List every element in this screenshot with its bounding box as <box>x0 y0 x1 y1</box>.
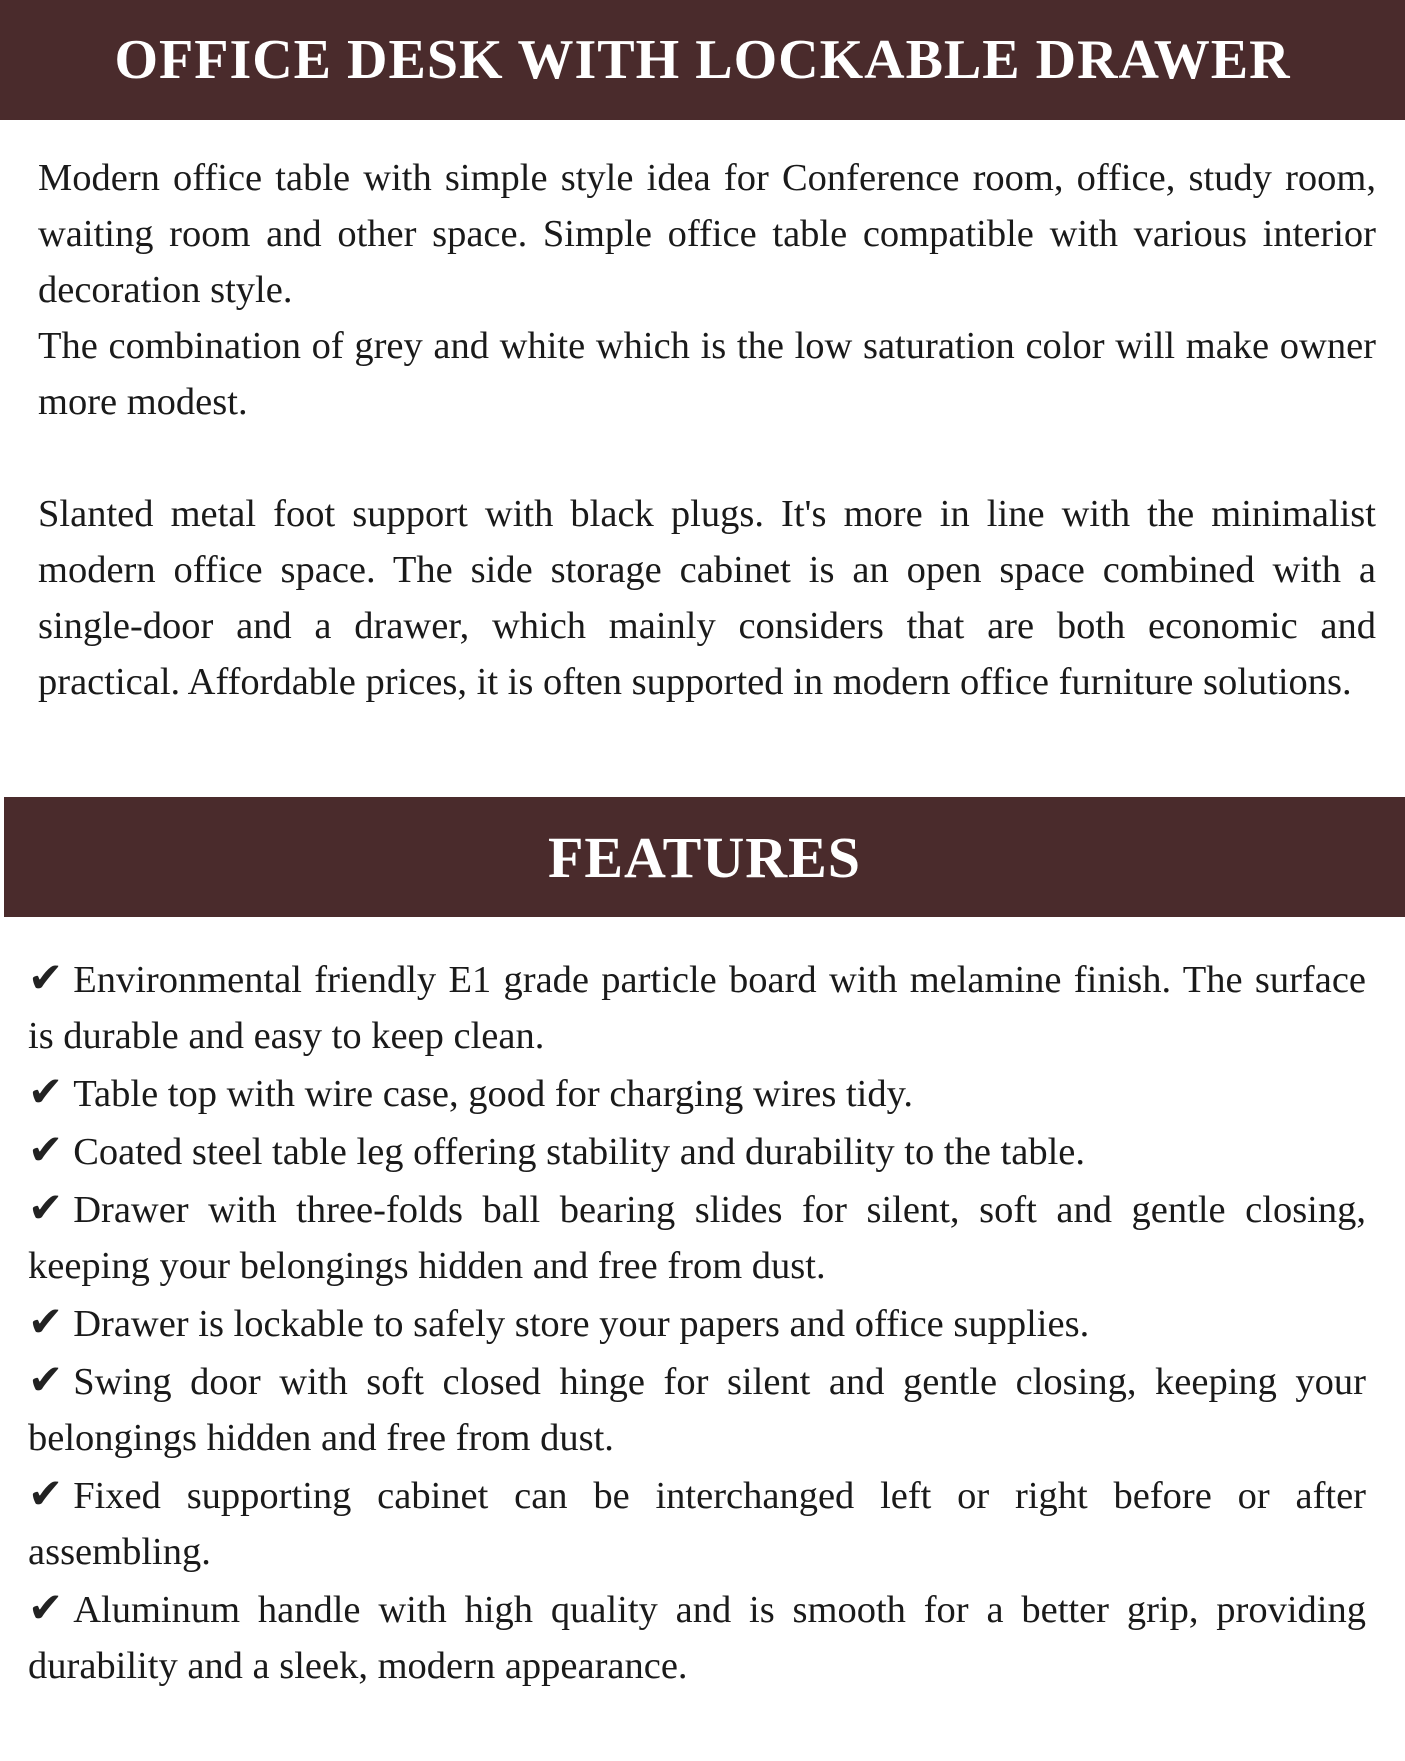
feature-item <box>28 1122 1366 1180</box>
feature-item <box>28 1580 1366 1694</box>
description-paragraph: Slanted metal foot support with black plugs. It's more in line with the minimalist modern office space. The side storage cabinet is an open space combined with a single-door and a drawer, which mainly considers that are both economic and practical. Affordable prices, it is often supported in modern office furniture solutions. <box>38 493 1376 703</box>
feature-text: Fixed supporting cabinet can be interchanged left or right before or after assembling. <box>28 1475 1366 1573</box>
check-icon: ✔ <box>28 1583 64 1632</box>
description-paragraph: Modern office table with simple style idea for Conference room, office, study room, waiting room and other space. Simple office table compatible with various interior decoration style. <box>38 157 1376 311</box>
feature-text: Drawer with three-folds ball bearing slides for silent, soft and gentle closing, keeping your belongings hidden and free from dust. <box>28 1189 1366 1287</box>
features-banner <box>4 797 1405 917</box>
page-title: OFFICE DESK WITH LOCKABLE DRAWER <box>114 29 1291 91</box>
product-description <box>38 150 1376 710</box>
check-icon: ✔ <box>28 1355 64 1404</box>
check-icon: ✔ <box>28 953 64 1002</box>
check-icon: ✔ <box>28 1125 64 1174</box>
check-icon: ✔ <box>28 1297 64 1346</box>
feature-text: Coated steel table leg offering stability and durability to the table. <box>73 1131 1085 1173</box>
features-title: FEATURES <box>547 824 862 890</box>
feature-text: Environmental friendly E1 grade particle board with melamine finish. The surface is durable and easy to keep clean. <box>28 959 1366 1057</box>
feature-item <box>28 950 1366 1064</box>
feature-item <box>28 1180 1366 1294</box>
check-icon: ✔ <box>28 1067 64 1116</box>
feature-text: Drawer is lockable to safely store your papers and office supplies. <box>73 1303 1090 1345</box>
feature-item <box>28 1294 1366 1352</box>
check-icon: ✔ <box>28 1183 64 1232</box>
page-title-banner <box>0 0 1405 120</box>
feature-item <box>28 1352 1366 1466</box>
feature-text: Aluminum handle with high quality and is smooth for a better grip, providing durability and a sleek, modern appearance. <box>28 1589 1366 1687</box>
feature-item <box>28 1064 1366 1122</box>
description-paragraph: The combination of grey and white which is the low saturation color will make owner more modest. <box>38 325 1376 423</box>
feature-text: Table top with wire case, good for charging wires tidy. <box>73 1073 914 1115</box>
feature-item <box>28 1466 1366 1580</box>
check-icon: ✔ <box>28 1469 64 1518</box>
features-list <box>28 950 1366 1694</box>
feature-text: Swing door with soft closed hinge for silent and gentle closing, keeping your belongings hidden and free from dust. <box>28 1361 1366 1459</box>
